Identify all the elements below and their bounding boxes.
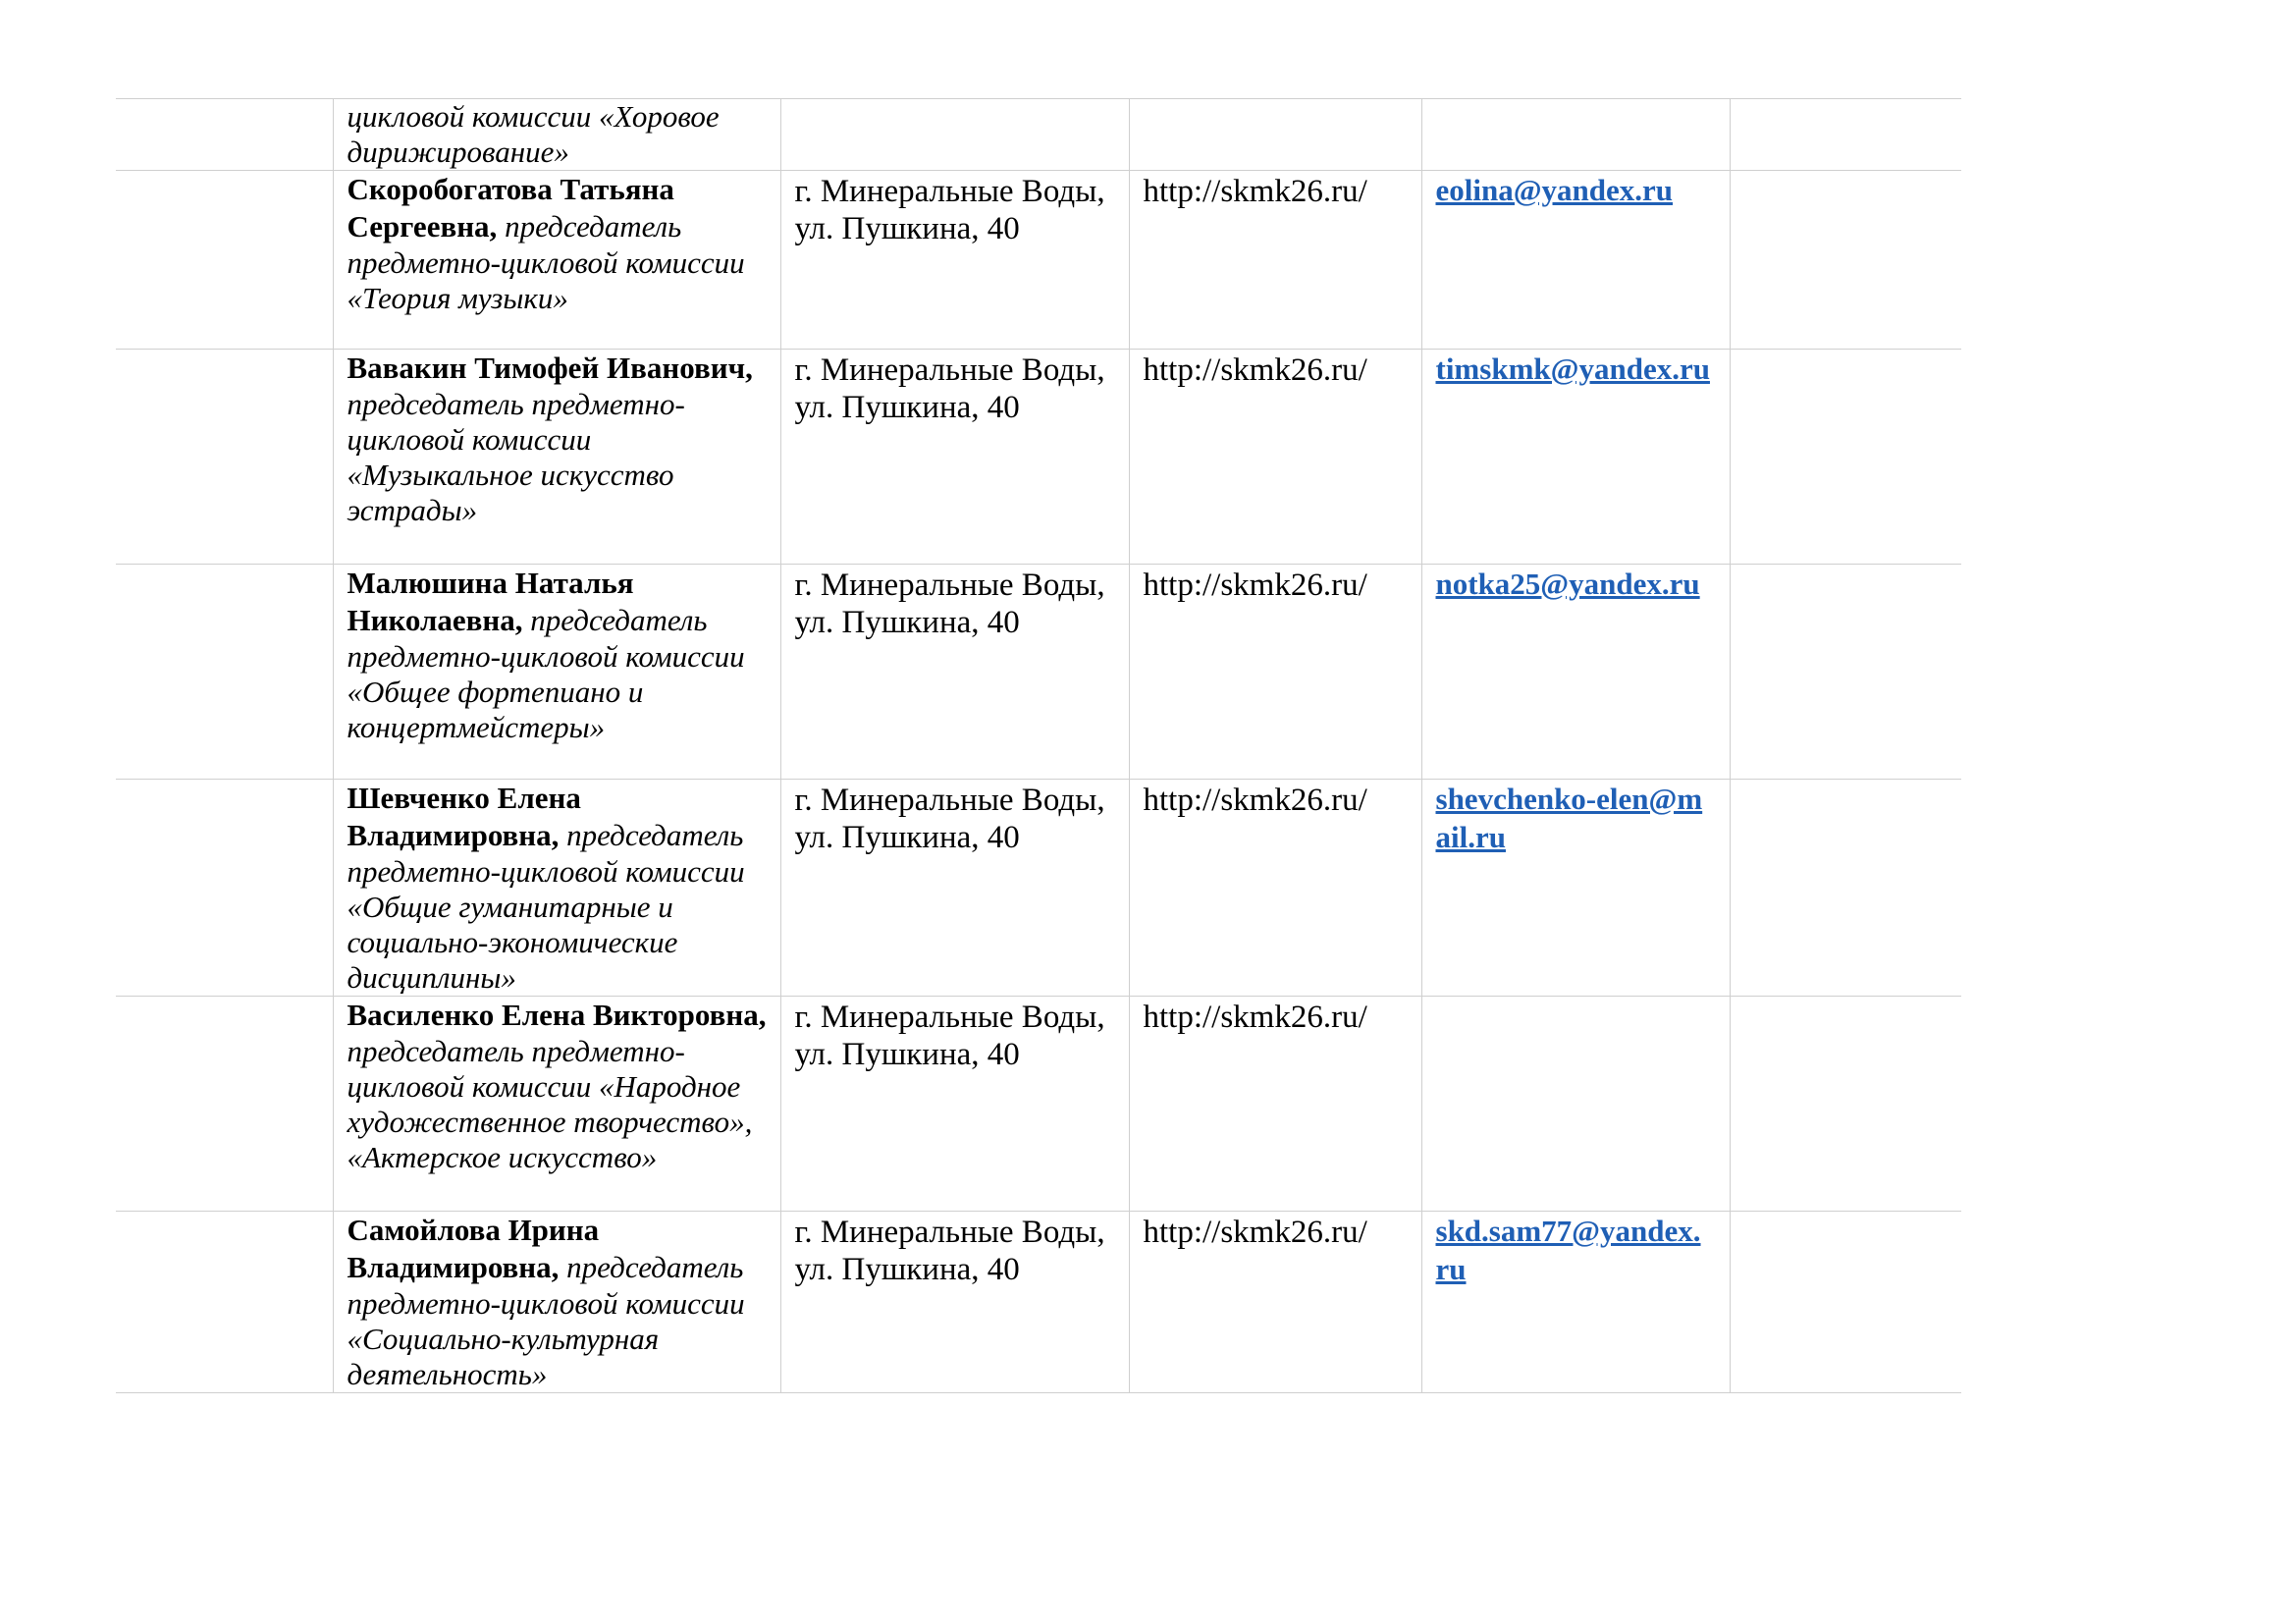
person-role: председатель предметно-цикловой комиссии «Социально-культурная деятельность» <box>347 1250 745 1391</box>
address-text: г. Минеральные Воды, ул. Пушкина, 40 <box>794 1215 1105 1287</box>
email-link[interactable]: eolina@yandex.ru <box>1435 173 1674 207</box>
number-cell <box>116 997 333 1212</box>
person-name: Скоробогатова Татьяна Сергеевна, <box>347 172 674 244</box>
address-text: г. Минеральные Воды, ул. Пушкина, 40 <box>794 783 1105 855</box>
contacts-table <box>116 98 1961 1393</box>
table-row <box>116 350 1961 565</box>
website-cell <box>1129 565 1421 780</box>
email-link[interactable]: notka25@yandex.ru <box>1435 567 1700 601</box>
table-row <box>116 565 1961 780</box>
number-cell <box>116 350 333 565</box>
website-text: http://skmk26.ru/ <box>1143 352 1367 388</box>
email-link[interactable]: shevchenko-elen@mail.ru <box>1435 782 1703 854</box>
website-text: http://skmk26.ru/ <box>1143 783 1367 818</box>
address-cell <box>780 350 1129 565</box>
extra-cell <box>1730 171 1961 350</box>
extra-cell <box>1730 1212 1961 1393</box>
address-text: г. Минеральные Воды, ул. Пушкина, 40 <box>794 174 1105 246</box>
person-name: Шевченко Елена Владимировна, <box>347 781 581 852</box>
address-cell <box>780 99 1129 171</box>
person-name: Малюшина Наталья Николаевна, <box>347 566 634 637</box>
address-cell <box>780 171 1129 350</box>
email-cell <box>1421 1212 1730 1393</box>
email-cell <box>1421 565 1730 780</box>
number-cell <box>116 99 333 171</box>
email-cell <box>1421 780 1730 997</box>
extra-cell <box>1730 997 1961 1212</box>
address-text: г. Минеральные Воды, ул. Пушкина, 40 <box>794 1000 1105 1072</box>
person-role: председатель предметно-цикловой комиссии «Общее фортепиано и концертмейстеры» <box>347 603 745 744</box>
website-text: http://skmk26.ru/ <box>1143 1215 1367 1250</box>
address-cell <box>780 565 1129 780</box>
person-cell <box>333 780 780 997</box>
address-cell <box>780 997 1129 1212</box>
person-name: Василенко Елена Викторовна, <box>347 998 767 1032</box>
number-cell <box>116 565 333 780</box>
address-text: г. Минеральные Воды, ул. Пушкина, 40 <box>794 568 1105 640</box>
email-link[interactable]: skd.sam77@yandex.ru <box>1435 1214 1701 1286</box>
email-cell <box>1421 171 1730 350</box>
address-cell <box>780 1212 1129 1393</box>
email-link[interactable]: timskmk@yandex.ru <box>1435 352 1710 386</box>
person-role: цикловой комиссии «Хоровое дирижирование» <box>347 99 720 169</box>
website-cell <box>1129 171 1421 350</box>
extra-cell <box>1730 780 1961 997</box>
person-cell <box>333 1212 780 1393</box>
extra-cell <box>1730 99 1961 171</box>
person-name: Вавакин Тимофей Иванович, <box>347 351 753 385</box>
website-text: http://skmk26.ru/ <box>1143 174 1367 209</box>
extra-cell <box>1730 350 1961 565</box>
table-row <box>116 1212 1961 1393</box>
number-cell <box>116 171 333 350</box>
person-role: председатель предметно-цикловой комиссии «Народное художественное творчество», «Актерское искусство» <box>347 1034 753 1174</box>
website-cell <box>1129 1212 1421 1393</box>
person-role: председатель предметно-цикловой комиссии «Музыкальное искусство эстрады» <box>347 387 685 527</box>
number-cell <box>116 1212 333 1393</box>
table-row <box>116 780 1961 997</box>
address-cell <box>780 780 1129 997</box>
person-cell <box>333 350 780 565</box>
person-name: Самойлова Ирина Владимировна, <box>347 1213 600 1284</box>
extra-cell <box>1730 565 1961 780</box>
email-cell <box>1421 997 1730 1212</box>
table-row <box>116 99 1961 171</box>
person-cell <box>333 171 780 350</box>
email-cell <box>1421 350 1730 565</box>
email-cell <box>1421 99 1730 171</box>
person-cell <box>333 997 780 1212</box>
website-cell <box>1129 99 1421 171</box>
table-row <box>116 997 1961 1212</box>
website-cell <box>1129 350 1421 565</box>
number-cell <box>116 780 333 997</box>
person-cell <box>333 565 780 780</box>
website-text: http://skmk26.ru/ <box>1143 568 1367 603</box>
person-role: председатель предметно-цикловой комиссии «Общие гуманитарные и социально-экономические дисциплины» <box>347 818 745 995</box>
website-cell <box>1129 997 1421 1212</box>
person-cell <box>333 99 780 171</box>
table-row <box>116 171 1961 350</box>
person-role: председатель предметно-цикловой комиссии «Теория музыки» <box>347 209 745 315</box>
address-text: г. Минеральные Воды, ул. Пушкина, 40 <box>794 352 1105 425</box>
website-text: http://skmk26.ru/ <box>1143 1000 1367 1035</box>
website-cell <box>1129 780 1421 997</box>
